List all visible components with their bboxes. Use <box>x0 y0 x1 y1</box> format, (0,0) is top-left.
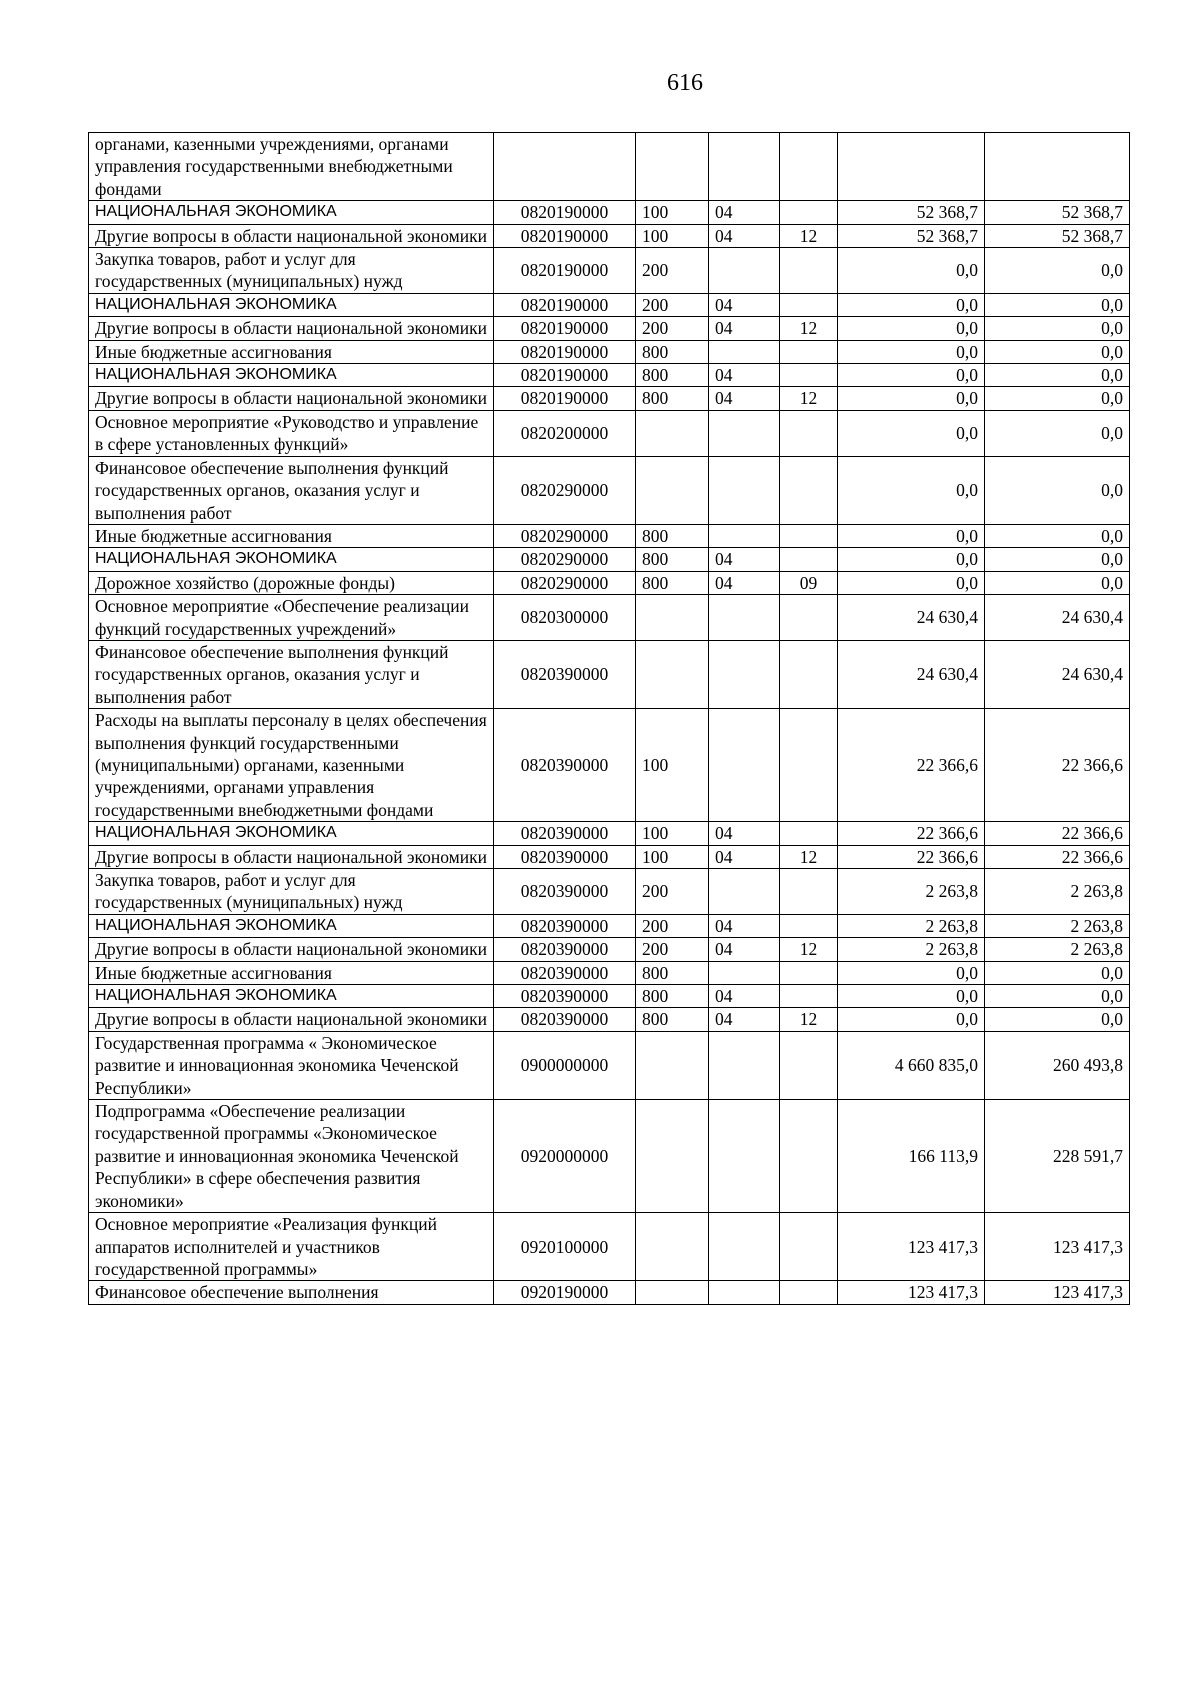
cell-subsection <box>780 548 838 571</box>
cell-section <box>709 1281 780 1304</box>
cell-section <box>709 1213 780 1281</box>
cell-name: Расходы на выплаты персоналу в целях обеспечения выполнения функций государственными (муниципальными) органами, казенными учреждениями, органами управления государственными внебюджетными фондами <box>89 709 494 822</box>
cell-amount-2: 22 366,6 <box>985 822 1130 845</box>
cell-amount-2 <box>985 133 1130 201</box>
cell-amount-2: 22 366,6 <box>985 709 1130 822</box>
cell-amount-2: 0,0 <box>985 456 1130 524</box>
cell-amount-2: 24 630,4 <box>985 640 1130 708</box>
cell-subsection <box>780 248 838 294</box>
cell-name: Другие вопросы в области национальной экономики <box>89 938 494 961</box>
cell-target-code: 0820200000 <box>494 410 636 456</box>
cell-expense-type: 200 <box>636 938 709 961</box>
cell-section: 04 <box>709 938 780 961</box>
cell-amount-2: 24 630,4 <box>985 595 1130 641</box>
cell-amount-1: 22 366,6 <box>838 709 985 822</box>
cell-target-code: 0820390000 <box>494 961 636 984</box>
cell-name: НАЦИОНАЛЬНАЯ ЭКОНОМИКА <box>89 985 494 1008</box>
cell-section: 04 <box>709 914 780 937</box>
cell-name: Иные бюджетные ассигнования <box>89 961 494 984</box>
table-row <box>89 201 1130 224</box>
cell-amount-1: 0,0 <box>838 248 985 294</box>
table-row <box>89 364 1130 387</box>
cell-section: 04 <box>709 985 780 1008</box>
cell-amount-2: 0,0 <box>985 961 1130 984</box>
cell-subsection <box>780 456 838 524</box>
cell-section <box>709 709 780 822</box>
cell-amount-1: 0,0 <box>838 961 985 984</box>
cell-amount-1: 0,0 <box>838 456 985 524</box>
table-row <box>89 938 1130 961</box>
cell-amount-1: 24 630,4 <box>838 640 985 708</box>
cell-expense-type: 100 <box>636 845 709 868</box>
table-row <box>89 524 1130 547</box>
cell-amount-1: 24 630,4 <box>838 595 985 641</box>
table-row <box>89 1281 1130 1304</box>
cell-expense-type <box>636 1031 709 1099</box>
cell-subsection <box>780 1213 838 1281</box>
cell-amount-2: 52 368,7 <box>985 224 1130 247</box>
cell-section <box>709 961 780 984</box>
cell-amount-2: 0,0 <box>985 548 1130 571</box>
cell-expense-type <box>636 133 709 201</box>
table-row <box>89 1213 1130 1281</box>
cell-target-code: 0920100000 <box>494 1213 636 1281</box>
cell-name: Государственная программа « Экономическое развитие и инновационная экономика Чеченской Республики» <box>89 1031 494 1099</box>
cell-name: НАЦИОНАЛЬНАЯ ЭКОНОМИКА <box>89 914 494 937</box>
cell-section <box>709 640 780 708</box>
table-row <box>89 293 1130 316</box>
cell-expense-type: 200 <box>636 293 709 316</box>
cell-expense-type: 800 <box>636 364 709 387</box>
cell-expense-type: 100 <box>636 709 709 822</box>
cell-subsection: 12 <box>780 224 838 247</box>
table-row <box>89 961 1130 984</box>
cell-amount-1 <box>838 133 985 201</box>
cell-target-code: 0820390000 <box>494 938 636 961</box>
cell-expense-type: 100 <box>636 224 709 247</box>
page-number: 616 <box>667 70 703 96</box>
cell-section <box>709 524 780 547</box>
cell-expense-type: 800 <box>636 985 709 1008</box>
cell-amount-2: 228 591,7 <box>985 1100 1130 1213</box>
cell-amount-1: 2 263,8 <box>838 914 985 937</box>
cell-section <box>709 869 780 915</box>
cell-name: НАЦИОНАЛЬНАЯ ЭКОНОМИКА <box>89 293 494 316</box>
table-row <box>89 456 1130 524</box>
cell-section: 04 <box>709 571 780 594</box>
cell-subsection <box>780 364 838 387</box>
table-row <box>89 869 1130 915</box>
cell-section: 04 <box>709 548 780 571</box>
cell-subsection: 12 <box>780 317 838 340</box>
cell-subsection <box>780 822 838 845</box>
cell-expense-type: 200 <box>636 914 709 937</box>
cell-amount-2: 123 417,3 <box>985 1213 1130 1281</box>
table-row <box>89 595 1130 641</box>
cell-section: 04 <box>709 1008 780 1031</box>
cell-amount-2: 2 263,8 <box>985 914 1130 937</box>
cell-name: НАЦИОНАЛЬНАЯ ЭКОНОМИКА <box>89 201 494 224</box>
cell-amount-1: 0,0 <box>838 1008 985 1031</box>
cell-expense-type: 100 <box>636 822 709 845</box>
table-row <box>89 387 1130 410</box>
cell-expense-type <box>636 640 709 708</box>
table-row <box>89 845 1130 868</box>
cell-amount-2: 123 417,3 <box>985 1281 1130 1304</box>
cell-subsection <box>780 985 838 1008</box>
table-row <box>89 914 1130 937</box>
cell-amount-1: 2 263,8 <box>838 869 985 915</box>
cell-amount-1: 0,0 <box>838 985 985 1008</box>
cell-amount-2: 0,0 <box>985 571 1130 594</box>
cell-subsection <box>780 914 838 937</box>
cell-name: Основное мероприятие «Руководство и управление в сфере установленных функций» <box>89 410 494 456</box>
cell-amount-2: 22 366,6 <box>985 845 1130 868</box>
cell-target-code: 0920190000 <box>494 1281 636 1304</box>
cell-target-code: 0820290000 <box>494 548 636 571</box>
table-row <box>89 248 1130 294</box>
cell-target-code: 0820190000 <box>494 317 636 340</box>
table-row <box>89 1031 1130 1099</box>
table-row <box>89 133 1130 201</box>
cell-amount-1: 0,0 <box>838 410 985 456</box>
cell-target-code <box>494 133 636 201</box>
cell-target-code: 0820190000 <box>494 201 636 224</box>
cell-expense-type: 200 <box>636 248 709 294</box>
cell-target-code: 0820390000 <box>494 985 636 1008</box>
cell-name: Другие вопросы в области национальной экономики <box>89 224 494 247</box>
cell-subsection <box>780 340 838 363</box>
cell-amount-1: 0,0 <box>838 364 985 387</box>
cell-section <box>709 456 780 524</box>
cell-expense-type: 800 <box>636 340 709 363</box>
table-row <box>89 317 1130 340</box>
cell-expense-type: 100 <box>636 201 709 224</box>
cell-subsection <box>780 201 838 224</box>
cell-name: Финансовое обеспечение выполнения функций государственных органов, оказания услуг и выполнения работ <box>89 456 494 524</box>
cell-section: 04 <box>709 201 780 224</box>
cell-expense-type: 800 <box>636 1008 709 1031</box>
cell-subsection <box>780 961 838 984</box>
cell-amount-2: 0,0 <box>985 1008 1130 1031</box>
cell-section <box>709 1031 780 1099</box>
cell-section <box>709 410 780 456</box>
cell-amount-1: 22 366,6 <box>838 822 985 845</box>
cell-expense-type: 200 <box>636 869 709 915</box>
cell-target-code: 0820190000 <box>494 248 636 294</box>
table-row <box>89 410 1130 456</box>
table-body <box>89 133 1130 1305</box>
cell-expense-type: 800 <box>636 571 709 594</box>
cell-target-code: 0820290000 <box>494 571 636 594</box>
cell-amount-1: 0,0 <box>838 293 985 316</box>
table-row <box>89 709 1130 822</box>
cell-expense-type <box>636 1281 709 1304</box>
cell-name: Иные бюджетные ассигнования <box>89 340 494 363</box>
cell-name: Основное мероприятие «Реализация функций аппаратов исполнителей и участников государственной программы» <box>89 1213 494 1281</box>
table-row <box>89 340 1130 363</box>
cell-subsection <box>780 293 838 316</box>
cell-section: 04 <box>709 845 780 868</box>
cell-target-code: 0820190000 <box>494 224 636 247</box>
cell-amount-2: 0,0 <box>985 248 1130 294</box>
cell-subsection <box>780 709 838 822</box>
cell-amount-2: 260 493,8 <box>985 1031 1130 1099</box>
cell-target-code: 0820390000 <box>494 1008 636 1031</box>
cell-target-code: 0820390000 <box>494 914 636 937</box>
cell-name: Иные бюджетные ассигнования <box>89 524 494 547</box>
cell-name: органами, казенными учреждениями, органами управления государственными внебюджетными фондами <box>89 133 494 201</box>
cell-target-code: 0820390000 <box>494 869 636 915</box>
table-row <box>89 571 1130 594</box>
cell-subsection: 12 <box>780 938 838 961</box>
cell-name: НАЦИОНАЛЬНАЯ ЭКОНОМИКА <box>89 822 494 845</box>
cell-target-code: 0820390000 <box>494 822 636 845</box>
cell-subsection: 12 <box>780 387 838 410</box>
cell-amount-1: 22 366,6 <box>838 845 985 868</box>
cell-amount-1: 52 368,7 <box>838 201 985 224</box>
cell-target-code: 0820390000 <box>494 845 636 868</box>
cell-name: Другие вопросы в области национальной экономики <box>89 845 494 868</box>
cell-expense-type <box>636 1213 709 1281</box>
cell-name: Другие вопросы в области национальной экономики <box>89 317 494 340</box>
cell-amount-2: 0,0 <box>985 387 1130 410</box>
cell-subsection: 12 <box>780 1008 838 1031</box>
cell-amount-1: 123 417,3 <box>838 1213 985 1281</box>
cell-name: Финансовое обеспечение выполнения <box>89 1281 494 1304</box>
cell-expense-type: 800 <box>636 524 709 547</box>
cell-amount-2: 0,0 <box>985 293 1130 316</box>
cell-subsection <box>780 869 838 915</box>
cell-subsection <box>780 133 838 201</box>
table-row <box>89 224 1130 247</box>
cell-target-code: 0920000000 <box>494 1100 636 1213</box>
cell-target-code: 0820190000 <box>494 340 636 363</box>
cell-target-code: 0820390000 <box>494 640 636 708</box>
cell-name: Дорожное хозяйство (дорожные фонды) <box>89 571 494 594</box>
cell-target-code: 0820190000 <box>494 364 636 387</box>
cell-amount-1: 4 660 835,0 <box>838 1031 985 1099</box>
table-row <box>89 548 1130 571</box>
cell-section <box>709 133 780 201</box>
cell-subsection <box>780 1031 838 1099</box>
cell-amount-1: 0,0 <box>838 387 985 410</box>
cell-name: НАЦИОНАЛЬНАЯ ЭКОНОМИКА <box>89 548 494 571</box>
cell-amount-1: 52 368,7 <box>838 224 985 247</box>
cell-section: 04 <box>709 364 780 387</box>
cell-subsection <box>780 410 838 456</box>
cell-section: 04 <box>709 293 780 316</box>
cell-section: 04 <box>709 822 780 845</box>
cell-name: Закупка товаров, работ и услуг для государственных (муниципальных) нужд <box>89 869 494 915</box>
table-row <box>89 1100 1130 1213</box>
cell-subsection <box>780 1281 838 1304</box>
cell-target-code: 0820190000 <box>494 293 636 316</box>
cell-amount-1: 0,0 <box>838 317 985 340</box>
cell-name: Подпрограмма «Обеспечение реализации государственной программы «Экономическое развитие и инновационная экономика Чеченской Республики» в сфере обеспечения развития экономики» <box>89 1100 494 1213</box>
cell-section <box>709 1100 780 1213</box>
cell-expense-type <box>636 410 709 456</box>
cell-expense-type: 200 <box>636 317 709 340</box>
cell-section <box>709 595 780 641</box>
cell-amount-2: 0,0 <box>985 364 1130 387</box>
cell-amount-2: 0,0 <box>985 340 1130 363</box>
cell-section: 04 <box>709 387 780 410</box>
cell-amount-2: 52 368,7 <box>985 201 1130 224</box>
cell-section: 04 <box>709 224 780 247</box>
cell-target-code: 0820190000 <box>494 387 636 410</box>
cell-amount-1: 0,0 <box>838 340 985 363</box>
cell-section <box>709 248 780 294</box>
cell-amount-1: 0,0 <box>838 571 985 594</box>
cell-name: Другие вопросы в области национальной экономики <box>89 387 494 410</box>
cell-target-code: 0820290000 <box>494 456 636 524</box>
cell-expense-type: 800 <box>636 548 709 571</box>
table-row <box>89 640 1130 708</box>
cell-expense-type <box>636 1100 709 1213</box>
cell-amount-1: 123 417,3 <box>838 1281 985 1304</box>
cell-name: Другие вопросы в области национальной экономики <box>89 1008 494 1031</box>
cell-amount-2: 0,0 <box>985 985 1130 1008</box>
cell-amount-2: 2 263,8 <box>985 938 1130 961</box>
cell-amount-1: 2 263,8 <box>838 938 985 961</box>
cell-amount-1: 0,0 <box>838 524 985 547</box>
cell-target-code: 0820290000 <box>494 524 636 547</box>
cell-name: НАЦИОНАЛЬНАЯ ЭКОНОМИКА <box>89 364 494 387</box>
cell-section: 04 <box>709 317 780 340</box>
cell-target-code: 0820300000 <box>494 595 636 641</box>
cell-name: Закупка товаров, работ и услуг для государственных (муниципальных) нужд <box>89 248 494 294</box>
cell-subsection: 12 <box>780 845 838 868</box>
cell-name: Основное мероприятие «Обеспечение реализации функций государственных учреждений» <box>89 595 494 641</box>
cell-subsection: 09 <box>780 571 838 594</box>
cell-amount-2: 2 263,8 <box>985 869 1130 915</box>
cell-subsection <box>780 595 838 641</box>
cell-amount-2: 0,0 <box>985 317 1130 340</box>
table-row <box>89 985 1130 1008</box>
cell-target-code: 0820390000 <box>494 709 636 822</box>
cell-name: Финансовое обеспечение выполнения функций государственных органов, оказания услуг и выполнения работ <box>89 640 494 708</box>
cell-expense-type: 800 <box>636 387 709 410</box>
cell-amount-1: 0,0 <box>838 548 985 571</box>
cell-subsection <box>780 1100 838 1213</box>
cell-target-code: 0900000000 <box>494 1031 636 1099</box>
cell-expense-type: 800 <box>636 961 709 984</box>
cell-expense-type <box>636 456 709 524</box>
table-row <box>89 1008 1130 1031</box>
cell-subsection <box>780 524 838 547</box>
cell-amount-2: 0,0 <box>985 410 1130 456</box>
cell-subsection <box>780 640 838 708</box>
cell-expense-type <box>636 595 709 641</box>
cell-amount-2: 0,0 <box>985 524 1130 547</box>
cell-amount-1: 166 113,9 <box>838 1100 985 1213</box>
table-row <box>89 822 1130 845</box>
budget-table <box>88 132 1130 1305</box>
cell-section <box>709 340 780 363</box>
